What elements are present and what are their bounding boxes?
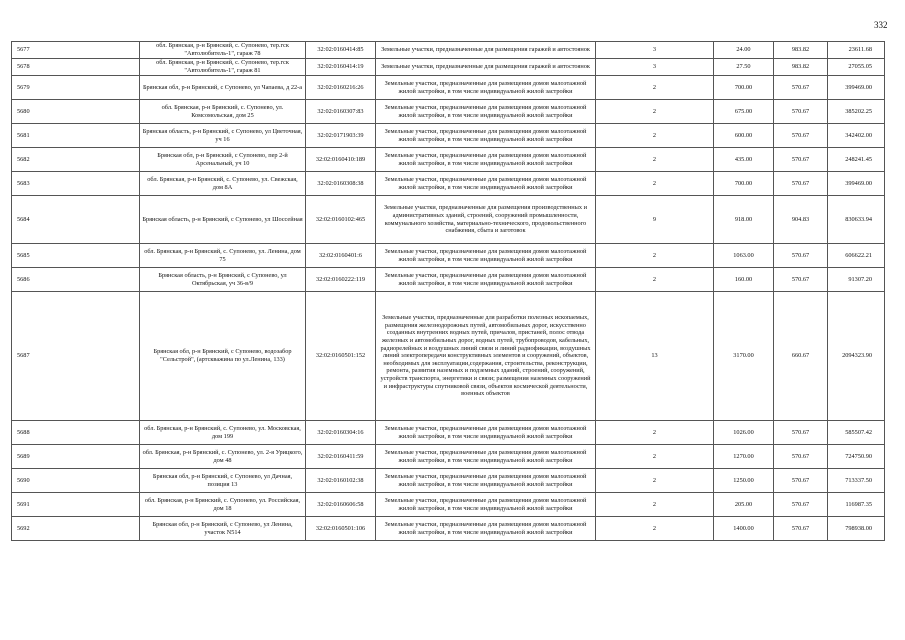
address-cell: обл. Брянская, р-н Брянский, с. Супонево, тер.гск "Автолюбитель-1", гараж 81 xyxy=(140,59,306,76)
purpose-cell: Земельные участки, предназначенные для размещения домов малоэтажной жилой застройки, в том числе индивидуальной жилой застройки xyxy=(376,148,596,172)
group-cell: 2 xyxy=(596,469,714,493)
cadastral-number-cell: 32:02:0160102:38 xyxy=(306,469,376,493)
row-number: 5677 xyxy=(12,42,140,59)
row-number: 5687 xyxy=(12,292,140,421)
table-row xyxy=(12,172,885,196)
rate-cell: 570.67 xyxy=(774,517,828,541)
cadastral-number-cell: 32:02:0160414:19 xyxy=(306,59,376,76)
table-row xyxy=(12,124,885,148)
rate-cell: 983.82 xyxy=(774,42,828,59)
rate-cell: 570.67 xyxy=(774,244,828,268)
cadastral-number-cell: 32:02:0160401:6 xyxy=(306,244,376,268)
rate-cell: 904.83 xyxy=(774,196,828,244)
cadastral-number-cell: 32:02:0171903:39 xyxy=(306,124,376,148)
group-cell: 2 xyxy=(596,172,714,196)
area-cell: 675.00 xyxy=(714,100,774,124)
cadastral-number-cell: 32:02:0160222:119 xyxy=(306,268,376,292)
cadastral-number-cell: 32:02:0160414:85 xyxy=(306,42,376,59)
row-number: 5683 xyxy=(12,172,140,196)
area-cell: 3170.00 xyxy=(714,292,774,421)
value-cell: 585507.42 xyxy=(828,421,885,445)
cadastral-number-cell: 32:02:0160308:38 xyxy=(306,172,376,196)
value-cell: 2094323.90 xyxy=(828,292,885,421)
rate-cell: 570.67 xyxy=(774,268,828,292)
address-cell: Брянская область, р-н Брянский, с Супонево, ул Цветочная, уч 16 xyxy=(140,124,306,148)
purpose-cell: Земельные участки, предназначенные для размещения домов малоэтажной жилой застройки, в том числе индивидуальной жилой застройки xyxy=(376,76,596,100)
table-row xyxy=(12,196,885,244)
rate-cell: 570.67 xyxy=(774,493,828,517)
area-cell: 700.00 xyxy=(714,172,774,196)
group-cell: 13 xyxy=(596,292,714,421)
table-row xyxy=(12,244,885,268)
purpose-cell: Земельные участки, предназначенные для размещения домов малоэтажной жилой застройки, в том числе индивидуальной жилой застройки xyxy=(376,493,596,517)
purpose-cell: Земельные участки, предназначенные для размещения домов малоэтажной жилой застройки, в том числе индивидуальной жилой застройки xyxy=(376,517,596,541)
group-cell: 2 xyxy=(596,76,714,100)
value-cell: 724750.90 xyxy=(828,445,885,469)
group-cell: 2 xyxy=(596,517,714,541)
row-number: 5691 xyxy=(12,493,140,517)
group-cell: 2 xyxy=(596,244,714,268)
value-cell: 116987.35 xyxy=(828,493,885,517)
purpose-cell: Земельные участки, предназначенные для размещения гаражей и автостоянок xyxy=(376,59,596,76)
purpose-cell: Земельные участки, предназначенные для размещения домов малоэтажной жилой застройки, в том числе индивидуальной жилой застройки xyxy=(376,445,596,469)
rate-cell: 570.67 xyxy=(774,172,828,196)
purpose-cell: Земельные участки, предназначенные для размещения домов малоэтажной жилой застройки, в том числе индивидуальной жилой застройки xyxy=(376,124,596,148)
value-cell: 342402.00 xyxy=(828,124,885,148)
value-cell: 91307.20 xyxy=(828,268,885,292)
table-row xyxy=(12,517,885,541)
row-number: 5678 xyxy=(12,59,140,76)
address-cell: Брянская обл, р-н Брянский, с Супонево, ул Ленина, участок N514 xyxy=(140,517,306,541)
row-number: 5680 xyxy=(12,100,140,124)
address-cell: Брянская область, р-н Брянский, с Супонево, ул Шоссейная xyxy=(140,196,306,244)
group-cell: 9 xyxy=(596,196,714,244)
cadastral-value-table xyxy=(11,41,885,541)
area-cell: 27.50 xyxy=(714,59,774,76)
table-row xyxy=(12,469,885,493)
rate-cell: 570.67 xyxy=(774,148,828,172)
rate-cell: 570.67 xyxy=(774,421,828,445)
table-row xyxy=(12,42,885,59)
purpose-cell: Земельные участки, предназначенные для размещения домов малоэтажной жилой застройки, в том числе индивидуальной жилой застройки xyxy=(376,244,596,268)
address-cell: обл. Брянская, р-н Брянский, с. Супонево, ул. Ленина, дом 75 xyxy=(140,244,306,268)
area-cell: 600.00 xyxy=(714,124,774,148)
table-row xyxy=(12,493,885,517)
value-cell: 27055.05 xyxy=(828,59,885,76)
address-cell: обл. Брянская, р-н Брянский, с. Супонево, ул. Российская, дом 18 xyxy=(140,493,306,517)
area-cell: 24.00 xyxy=(714,42,774,59)
value-cell: 798938.00 xyxy=(828,517,885,541)
purpose-cell: Земельные участки, предназначенные для размещения гаражей и автостоянок xyxy=(376,42,596,59)
table-row xyxy=(12,100,885,124)
table-row xyxy=(12,59,885,76)
address-cell: Брянская обл, р-н Брянский, с Супонево, водозабор "Сельстрой", (артскважина по ул.Ленина, 133) xyxy=(140,292,306,421)
purpose-cell: Земельные участки, предназначенные для разработки полезных ископаемых, размещения железнодорожных путей, автомобильных дорог, искусственно созданных внутренних водных путей, причалов, пристаней, полос отвода железных и автомобильных дорог, водных путей, трубопроводов, кабельных, радиорелейных и воздушных линий связи и линий радиофикации, воздушных линий электропередачи конструктивных элементов и сооружений, объектов, необходимых для эксплуатации,содержания, строительства, реконструкции, ремонта, развития наземных и подземных зданий, строений, сооружений, устройств транспорта, энергетики и связи; размещения наземных сооружений и инфраструктуры спутниковой связи, объектов космической деятельности, военных объектов xyxy=(376,292,596,421)
row-number: 5690 xyxy=(12,469,140,493)
value-cell: 385202.25 xyxy=(828,100,885,124)
purpose-cell: Земельные участки, предназначенные для размещения домов малоэтажной жилой застройки, в том числе индивидуальной жилой застройки xyxy=(376,421,596,445)
area-cell: 1400.00 xyxy=(714,517,774,541)
rate-cell: 570.67 xyxy=(774,469,828,493)
rate-cell: 570.67 xyxy=(774,445,828,469)
row-number: 5679 xyxy=(12,76,140,100)
area-cell: 160.00 xyxy=(714,268,774,292)
address-cell: обл. Брянская, р-н Брянский, с. Супонево, тер.гск "Автолюбитель-1", гараж 78 xyxy=(140,42,306,59)
area-cell: 435.00 xyxy=(714,148,774,172)
group-cell: 2 xyxy=(596,268,714,292)
rate-cell: 570.67 xyxy=(774,76,828,100)
row-number: 5681 xyxy=(12,124,140,148)
cadastral-number-cell: 32:02:0160501:152 xyxy=(306,292,376,421)
row-number: 5692 xyxy=(12,517,140,541)
row-number: 5685 xyxy=(12,244,140,268)
address-cell: Брянская обл, р-н Брянский, с Супонево, ул Дачная, позиция 13 xyxy=(140,469,306,493)
group-cell: 3 xyxy=(596,42,714,59)
cadastral-number-cell: 32:02:0160102:465 xyxy=(306,196,376,244)
group-cell: 2 xyxy=(596,493,714,517)
table-row xyxy=(12,421,885,445)
row-number: 5682 xyxy=(12,148,140,172)
value-cell: 830633.94 xyxy=(828,196,885,244)
area-cell: 1270.00 xyxy=(714,445,774,469)
group-cell: 2 xyxy=(596,124,714,148)
area-cell: 1250.00 xyxy=(714,469,774,493)
group-cell: 2 xyxy=(596,148,714,172)
value-cell: 399469.00 xyxy=(828,76,885,100)
area-cell: 1026.00 xyxy=(714,421,774,445)
address-cell: Брянская обл, р-н Брянский, с Супонево, пер 2-й Арсенальный, уч 10 xyxy=(140,148,306,172)
rate-cell: 660.67 xyxy=(774,292,828,421)
address-cell: обл. Брянская, р-н Брянский, с. Супонево, ул. Комсомольская, дом 25 xyxy=(140,100,306,124)
value-cell: 606622.21 xyxy=(828,244,885,268)
purpose-cell: Земельные участки, предназначенные для размещения производственных и административных зданий, строений, сооружений промышленности, коммунального хозяйства, материально-технического, продовольственного снабжения, сбыта и заготовок xyxy=(376,196,596,244)
value-cell: 713337.50 xyxy=(828,469,885,493)
area-cell: 205.00 xyxy=(714,493,774,517)
group-cell: 2 xyxy=(596,100,714,124)
rate-cell: 983.82 xyxy=(774,59,828,76)
area-cell: 1063.00 xyxy=(714,244,774,268)
cadastral-number-cell: 32:02:0160606:58 xyxy=(306,493,376,517)
cadastral-number-cell: 32:02:0160410:189 xyxy=(306,148,376,172)
table-row xyxy=(12,292,885,421)
area-cell: 918.00 xyxy=(714,196,774,244)
address-cell: обл. Брянская, р-н Брянский, с. Супонево, ул. Московская, дом 199 xyxy=(140,421,306,445)
area-cell: 700.00 xyxy=(714,76,774,100)
purpose-cell: Земельные участки, предназначенные для размещения домов малоэтажной жилой застройки, в том числе индивидуальной жилой застройки xyxy=(376,268,596,292)
group-cell: 2 xyxy=(596,421,714,445)
address-cell: обл. Брянская, р-н Брянский, с. Супонево, ул. 2-я Урицкого, дом 48 xyxy=(140,445,306,469)
address-cell: Брянская область, р-н Брянский, с Супонево, ул Октябрьская, уч 36-в/9 xyxy=(140,268,306,292)
cadastral-number-cell: 32:02:0160216:26 xyxy=(306,76,376,100)
rate-cell: 570.67 xyxy=(774,100,828,124)
group-cell: 2 xyxy=(596,445,714,469)
purpose-cell: Земельные участки, предназначенные для размещения домов малоэтажной жилой застройки, в том числе индивидуальной жилой застройки xyxy=(376,172,596,196)
group-cell: 3 xyxy=(596,59,714,76)
page-number: 332 xyxy=(874,20,888,30)
cadastral-number-cell: 32:02:0160304:16 xyxy=(306,421,376,445)
cadastral-number-cell: 32:02:0160411:59 xyxy=(306,445,376,469)
table-row xyxy=(12,445,885,469)
address-cell: обл. Брянская, р-н Брянский, с. Супонево, ул. Свежская, дом 8А xyxy=(140,172,306,196)
row-number: 5688 xyxy=(12,421,140,445)
cadastral-number-cell: 32:02:0160307:83 xyxy=(306,100,376,124)
value-cell: 399469.00 xyxy=(828,172,885,196)
value-cell: 23611.68 xyxy=(828,42,885,59)
table-row xyxy=(12,148,885,172)
row-number: 5684 xyxy=(12,196,140,244)
purpose-cell: Земельные участки, предназначенные для размещения домов малоэтажной жилой застройки, в том числе индивидуальной жилой застройки xyxy=(376,100,596,124)
rate-cell: 570.67 xyxy=(774,124,828,148)
cadastral-number-cell: 32:02:0160501:106 xyxy=(306,517,376,541)
table-row xyxy=(12,268,885,292)
row-number: 5689 xyxy=(12,445,140,469)
value-cell: 248241.45 xyxy=(828,148,885,172)
row-number: 5686 xyxy=(12,268,140,292)
purpose-cell: Земельные участки, предназначенные для размещения домов малоэтажной жилой застройки, в том числе индивидуальной жилой застройки xyxy=(376,469,596,493)
address-cell: Брянская обл, р-н Брянский, с Супонево, ул Чапаева, д 22-а xyxy=(140,76,306,100)
table-row xyxy=(12,76,885,100)
